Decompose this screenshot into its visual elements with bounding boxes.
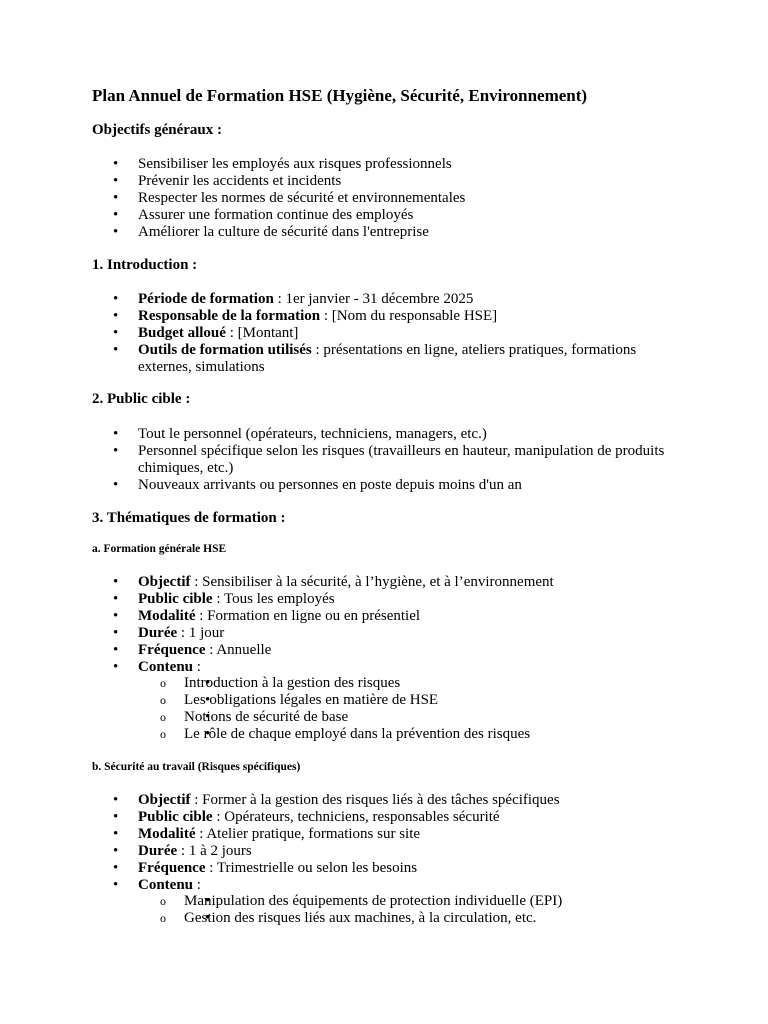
list-item: • Prévenir les accidents et incidents bbox=[92, 173, 692, 190]
item-text: : Sensibiliser à la sécurité, à l’hygiène, et à l’environnement bbox=[190, 574, 554, 590]
list-item bbox=[92, 843, 692, 860]
list-item bbox=[92, 826, 692, 843]
sub-list-item bbox=[160, 709, 704, 726]
item-text: : Annuelle bbox=[205, 642, 272, 658]
list-item bbox=[92, 792, 692, 809]
list-item bbox=[92, 877, 692, 894]
item-label: Modalité bbox=[138, 608, 196, 624]
list-item bbox=[92, 659, 692, 676]
item-label: Fréquence bbox=[138, 642, 206, 658]
sub-item-text: Notions de sécurité de base bbox=[184, 709, 349, 725]
item-text: : Formation en ligne ou en présentiel bbox=[195, 608, 421, 624]
list-item: • Assurer une formation continue des employés bbox=[92, 207, 692, 224]
item-text: : Atelier pratique, formations sur site bbox=[195, 826, 421, 842]
item-text: : Tous les employés bbox=[212, 591, 335, 607]
list-item bbox=[92, 591, 692, 608]
sub-item-text: Le rôle de chaque employé dans la prévention des risques bbox=[184, 726, 531, 742]
sub-list-item bbox=[160, 910, 704, 927]
item-text: : bbox=[193, 877, 201, 893]
section-b-heading: b. Sécurité au travail (Risques spécifiques) bbox=[92, 761, 301, 773]
item-label: Public cible bbox=[138, 591, 213, 607]
item-text: : 1er janvier - 31 décembre 2025 bbox=[273, 291, 474, 307]
circle-bullet-icon: • o bbox=[160, 727, 166, 741]
list-item bbox=[92, 291, 692, 308]
item-text: : Trimestrielle ou selon les besoins bbox=[205, 860, 418, 876]
themes-heading: 3. Thématiques de formation : bbox=[92, 510, 286, 526]
item-text: : [Montant] bbox=[225, 325, 299, 341]
item-text: : [Nom du responsable HSE] bbox=[320, 308, 498, 324]
list-item: • Nouveaux arrivants ou personnes en poste depuis moins d'un an bbox=[92, 477, 692, 494]
list-item: • Respecter les normes de sécurité et environnementales bbox=[92, 190, 692, 207]
item-text: : Opérateurs, techniciens, responsables sécurité bbox=[212, 809, 500, 825]
introduction-list bbox=[92, 291, 692, 376]
item-text: : présentations en ligne, ateliers pratiques, formations externes, simulations bbox=[138, 342, 637, 375]
sub-item-text: Les obligations légales en matière de HSE bbox=[184, 692, 439, 708]
introduction-heading: 1. Introduction : bbox=[92, 257, 198, 273]
list-item bbox=[92, 574, 692, 591]
sub-item-text: Introduction à la gestion des risques bbox=[184, 675, 401, 691]
item-label: Budget alloué bbox=[138, 325, 226, 341]
section-a-heading: a. Formation générale HSE bbox=[92, 543, 227, 555]
item-label: Durée bbox=[138, 625, 178, 641]
list-item bbox=[92, 642, 692, 659]
objectives-heading: Objectifs généraux : bbox=[92, 122, 222, 138]
document-title: Plan Annuel de Formation HSE (Hygiène, Sécurité, Environnement) bbox=[92, 86, 588, 105]
item-label: Modalité bbox=[138, 826, 196, 842]
sub-list-item bbox=[160, 675, 704, 692]
sub-item-text: Manipulation des équipements de protection individuelle (EPI) bbox=[184, 893, 563, 909]
list-item bbox=[92, 860, 692, 877]
list-item bbox=[92, 308, 692, 325]
item-text: : 1 jour bbox=[177, 625, 225, 641]
sub-item-text: Gestion des risques liés aux machines, à la circulation, etc. bbox=[184, 910, 537, 926]
public-list bbox=[92, 426, 692, 494]
list-item: • Personnel spécifique selon les risques (travailleurs en hauteur, manipulation de produits chimiques, etc.) bbox=[92, 443, 692, 477]
circle-bullet-icon: • o bbox=[160, 710, 166, 724]
item-label: Fréquence bbox=[138, 860, 206, 876]
objectives-list bbox=[92, 156, 692, 241]
list-item bbox=[92, 625, 692, 642]
item-label: Durée bbox=[138, 843, 178, 859]
circle-bullet-icon: • o bbox=[160, 894, 166, 908]
item-label: Responsable de la formation bbox=[138, 308, 321, 324]
list-item: • Sensibiliser les employés aux risques professionnels bbox=[92, 156, 692, 173]
section-a-content-list bbox=[160, 675, 704, 743]
circle-bullet-icon: • o bbox=[160, 911, 166, 925]
item-label: Objectif bbox=[138, 574, 191, 590]
item-label: Contenu bbox=[138, 659, 194, 675]
public-heading: 2. Public cible : bbox=[92, 391, 191, 407]
circle-bullet-icon: • o bbox=[160, 676, 166, 690]
item-text: : Former à la gestion des risques liés à des tâches spécifiques bbox=[190, 792, 560, 808]
list-item bbox=[92, 342, 692, 376]
sub-list-item bbox=[160, 726, 704, 743]
item-text: : 1 à 2 jours bbox=[177, 843, 252, 859]
sub-list-item bbox=[160, 692, 704, 709]
list-item bbox=[92, 608, 692, 625]
item-label: Outils de formation utilisés bbox=[138, 342, 312, 358]
list-item: • Tout le personnel (opérateurs, techniciens, managers, etc.) bbox=[92, 426, 692, 443]
item-text: : bbox=[193, 659, 201, 675]
item-label: Public cible bbox=[138, 809, 213, 825]
item-label: Période de formation bbox=[138, 291, 274, 307]
list-item bbox=[92, 325, 692, 342]
list-item: • Améliorer la culture de sécurité dans l'entreprise bbox=[92, 224, 692, 241]
list-item bbox=[92, 809, 692, 826]
circle-bullet-icon: • o bbox=[160, 693, 166, 707]
item-label: Contenu bbox=[138, 877, 194, 893]
sub-list-item bbox=[160, 893, 704, 910]
section-b-list bbox=[92, 792, 692, 894]
section-a-list bbox=[92, 574, 692, 676]
section-b-content-list bbox=[160, 893, 704, 927]
item-label: Objectif bbox=[138, 792, 191, 808]
